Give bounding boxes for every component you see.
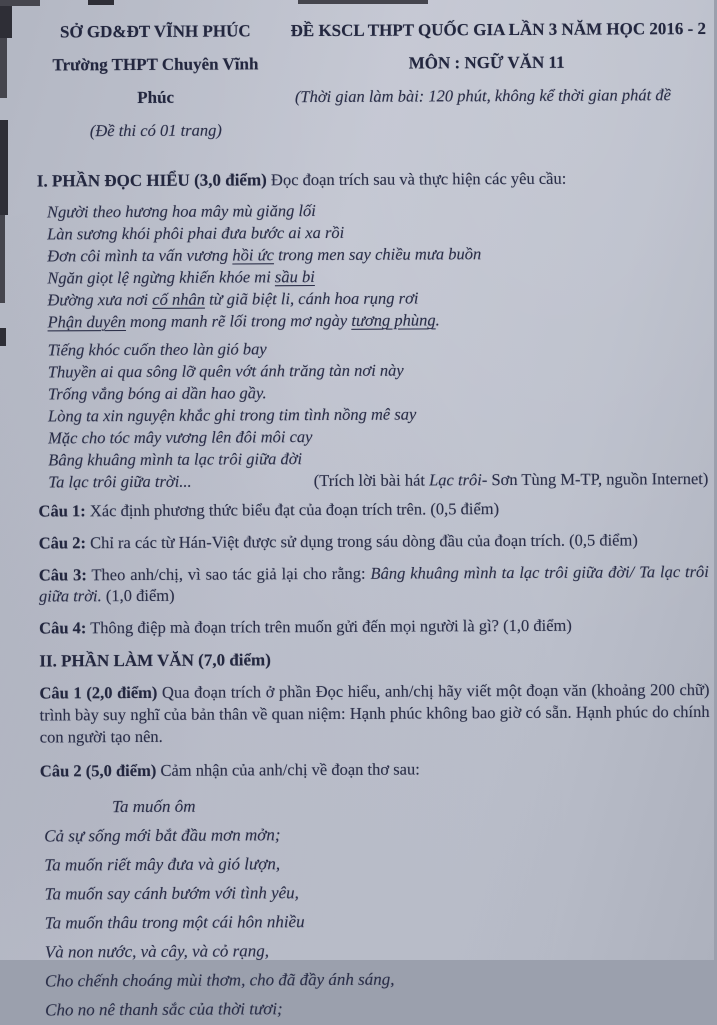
question-4-text: Thông điệp mà đoạn trích trên muốn gửi đến mọi người là gì? (1,0 điểm) [90,615,572,638]
underlined-term: hồi ức [232,245,274,265]
source-attribution [314,468,709,492]
question-3-label: Câu 3: [38,565,87,585]
underlined-term: cố nhân [152,289,205,309]
exam-title-block [290,12,706,113]
question-1 [38,497,708,522]
poem-line-segment: . [435,310,440,330]
exam-duration: (Thời gian làm bài: 120 phút, không kể thời gian phát đề [294,85,671,107]
poem-last-line: Ta lạc trôi giữa trời... [48,471,192,492]
question-4-label: Câu 4: [39,618,87,638]
poem-line: Và non nước, và cây, và cỏ rạng, [44,941,270,962]
poem-line: Trống vắng bóng ai dần hao gầy. [47,383,267,404]
poem-line-segment: Đơn côi mình ta vấn vương [47,245,233,266]
issuer-school: Trường THPT Chuyên Vĩnh Phúc [52,54,259,107]
poem-line: Bâng khuâng mình ta lạc trôi giữa đời [48,449,303,470]
writing-task-1 [39,679,709,749]
writing-task-2 [40,757,710,783]
writing-task-1-text: Qua đoạn trích ở phần Đọc hiểu, anh/chị hãy viết một đoạn văn (khoảng 200 chữ) trình bày suy nghĩ của bản thân về quan niệm: Hạnh phúc không bao giờ có sẵn. Hạnh phúc do chính con người tạo nên. [39,679,710,747]
exam-title: ĐỀ KSCL THPT QUỐC GIA LẦN 3 NĂM HỌC 2016 - 2 [290,18,707,41]
essay-poem [44,789,711,1024]
poem-line: Làn sương khói phôi phai đưa bước ai xa rồi [47,222,345,244]
issuer-block [36,14,275,147]
poem-line [47,308,707,333]
reading-section-heading-row [37,168,707,192]
lyrics-stanza-1 [47,198,708,333]
source-pre-text: (Trích lời bài hát [313,470,430,491]
reading-section-heading: I. PHẦN ĐỌC HIỂU (3,0 điểm) [36,170,267,191]
question-1-text: Xác định phương thức biểu đạt của đoạn trích trên. (0,5 điểm) [89,499,500,521]
poem-line: Mặc cho tóc mây vương lên đôi môi cay [48,427,313,448]
poem-line-segment: Ngăn giọt lệ ngừng khiến khóe mi [47,267,275,288]
poem-line-segment: mong manh rẽ lối trong mơ ngày [125,310,352,332]
question-2 [39,529,709,554]
poem-closing-row [48,468,708,493]
source-post-text: - Sơn Tùng M-TP, nguồn Internet) [481,468,709,490]
question-3-quote: Bâng khuâng mình ta lạc trôi giữa đời/ Ta lạc trôi giữa trời. [38,561,709,606]
exam-header [36,12,707,148]
poem-line-segment: Đường xưa nơi [47,289,153,310]
poem-line: Tiếng khóc cuốn theo làn gió bay [47,339,267,360]
issuer-department: SỞ GD&ĐT VĨNH PHÚC [59,21,251,42]
question-3-points: (1,0 điểm) [101,585,175,606]
poem-line-segment: trong men say chiều mưa buồn [273,244,482,265]
poem-line: Cho no nê thanh sắc của thời tươi; [45,999,283,1020]
poem-line: Cả sự sống mới bắt đầu mơn mởn; [44,825,281,846]
lyrics-stanza-2 [48,336,709,493]
underlined-term: sầu bi [274,267,315,287]
song-title: Lạc trôi [429,470,482,490]
poem-line: Cho chếnh choáng mùi thơm, cho đã đầy ánh sáng, [44,969,395,991]
question-1-label: Câu 1: [38,501,86,521]
reading-intro: Đọc đoạn trích sau và thực hiện các yêu cầu: [270,168,567,190]
poem-line: Ta muốn say cánh bướm với tình yêu, [44,883,299,904]
question-3-text: Theo anh/chị, vì sao tác giả lại cho rằng: [91,563,371,585]
poem-line: Thuyền ai qua sông lỡ quên vớt ánh trăng tàn nơi này [47,360,404,382]
poem-line: Người theo hương hoa mây mù giăng lối [46,201,316,222]
poem-line: Lòng ta xin nguyện khắc ghi trong tim tình nồng mê say [47,404,417,426]
poem-line: Ta muốn thâu trong một cái hôn nhiều [44,912,305,933]
question-3 [39,561,709,607]
poem-line: Ta muốn ôm [112,796,196,817]
writing-task-2-text: Cảm nhận của anh/chị về đoạn thơ sau: [160,759,420,780]
writing-task-2-label: Câu 2 (5,0 điểm) [39,760,157,781]
poem-line-segment: từ giã biệt li, cánh hoa rụng rơi [204,288,419,309]
question-2-label: Câu 2: [38,533,86,553]
writing-task-1-label: Câu 1 (2,0 điểm) [39,682,158,703]
question-2-text: Chỉ ra các từ Hán-Việt được sử dụng trong sáu dòng đầu của đoạn trích. (0,5 điểm) [89,530,638,553]
underlined-term: tương phùng [351,310,436,330]
poem-line: Ta muốn riết mây đưa và gió lượn, [44,854,281,875]
exam-pages-note: (Đề thi có 01 trang) [89,120,222,141]
writing-section-heading: II. PHẦN LÀM VĂN (7,0 điểm) [39,650,271,671]
underlined-term: Phận duyên [47,312,126,332]
exam-subject: MÔN : NGỮ VĂN 11 [408,52,565,73]
question-4 [39,614,709,639]
